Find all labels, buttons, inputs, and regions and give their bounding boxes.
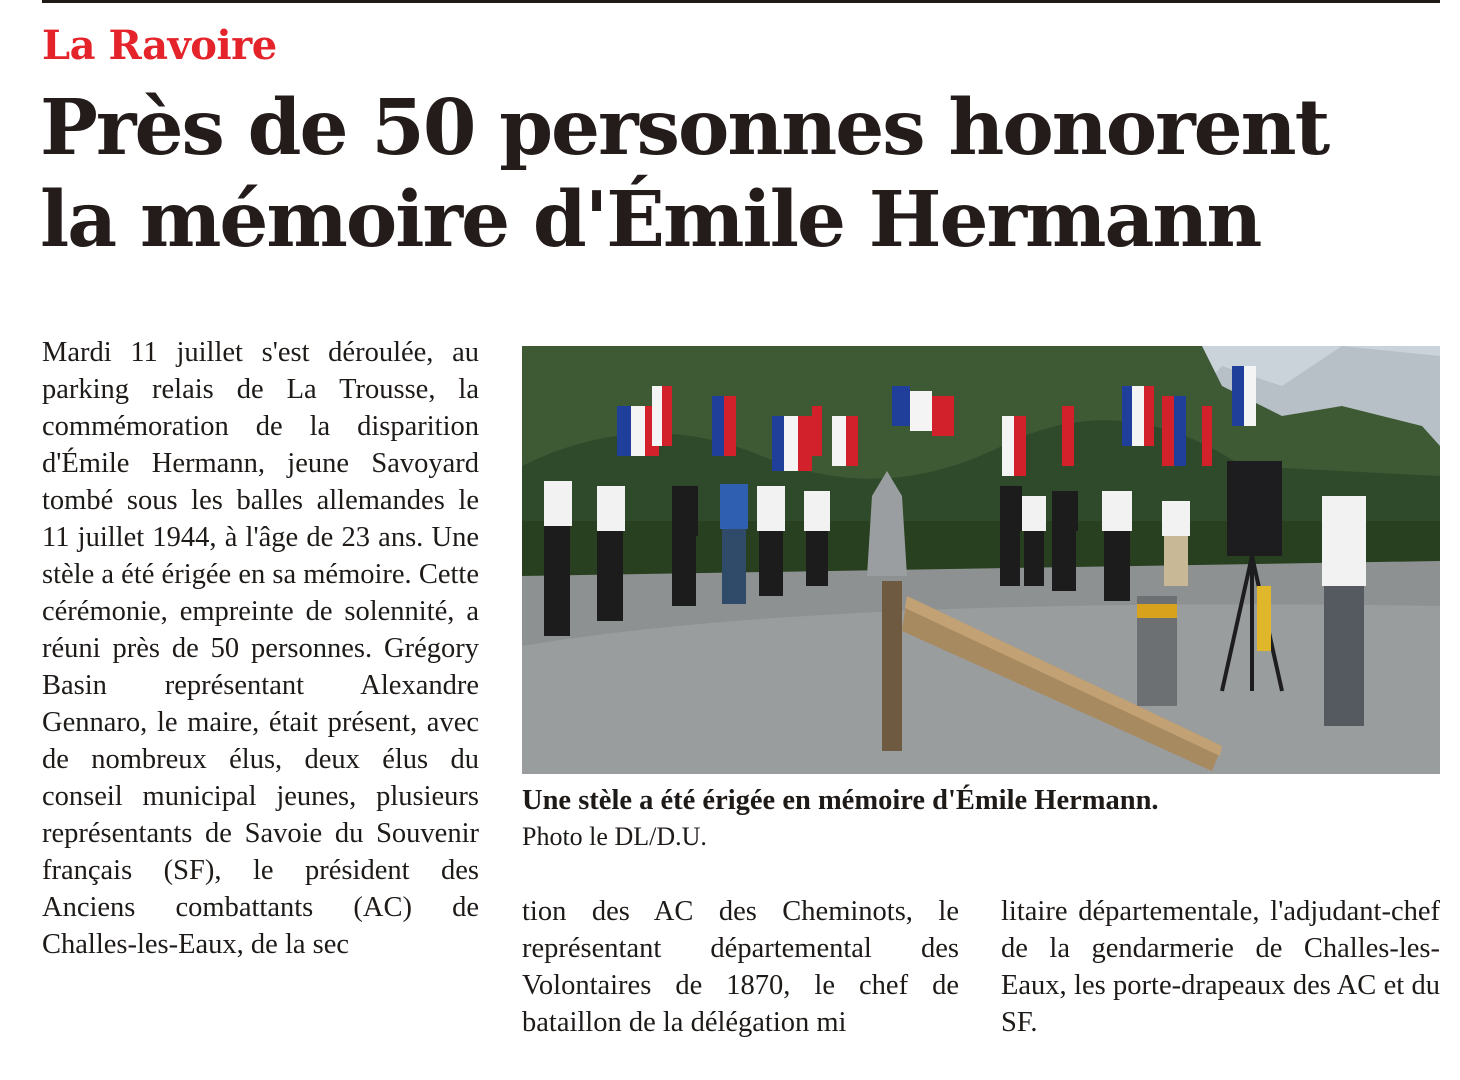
- body-text-1: Mardi 11 juillet s'est déroulée, au parking relais de La Trousse, la commémoration de la disparition d'Émile Hermann, jeune Savoyard tombé sous les balles allemandes le 11 juillet 1944, à l'âge de 23 ans. Une stèle a été érigée en sa mémoire. Cette cérémonie, empreinte de solennité, a réuni près de 50 personnes. Grégory Basin représentant Alexandre Gennaro, le maire, était présent, avec de nombreux élus, deux élus du conseil municipal jeunes, plusieurs représentants de Savoie du Souvenir français (SF), le président des Anciens combattants (AC) de Challes-les-Eaux, de la sec: [42, 337, 479, 960]
- photo-ground-light: [522, 604, 1440, 774]
- body-text-2: tion des AC des Cheminots, le représentant départemental des Volontaires de 1870, le chef de bataillon de la délégation mi: [522, 896, 959, 1038]
- ceremony-photo: [522, 346, 1440, 774]
- photo-barrier-post: [882, 581, 902, 751]
- section-kicker: La Ravoire: [42, 22, 277, 69]
- headline-line-1: Près de 50 personnes honorent: [40, 83, 1329, 173]
- body-text-3: litaire départementale, l'adjudant-chef de la gendarmerie de Challes-les-Eaux, les porte-drapeaux des AC et du SF.: [1001, 896, 1440, 1038]
- top-rule: [42, 0, 1440, 3]
- headline: [40, 82, 1440, 266]
- photo-credit: Photo le DL/D.U.: [522, 822, 707, 851]
- photo-caption: [522, 782, 1440, 855]
- body-column-2: [522, 893, 959, 1041]
- body-column-3: [1001, 893, 1440, 1041]
- photo-speaker: [1227, 461, 1282, 556]
- caption-text: Une stèle a été érigée en mémoire d'Émile Hermann.: [522, 785, 1159, 816]
- photo-illustration: [522, 346, 1440, 774]
- headline-line-2: la mémoire d'Émile Hermann: [40, 175, 1261, 265]
- body-column-1: [42, 334, 479, 963]
